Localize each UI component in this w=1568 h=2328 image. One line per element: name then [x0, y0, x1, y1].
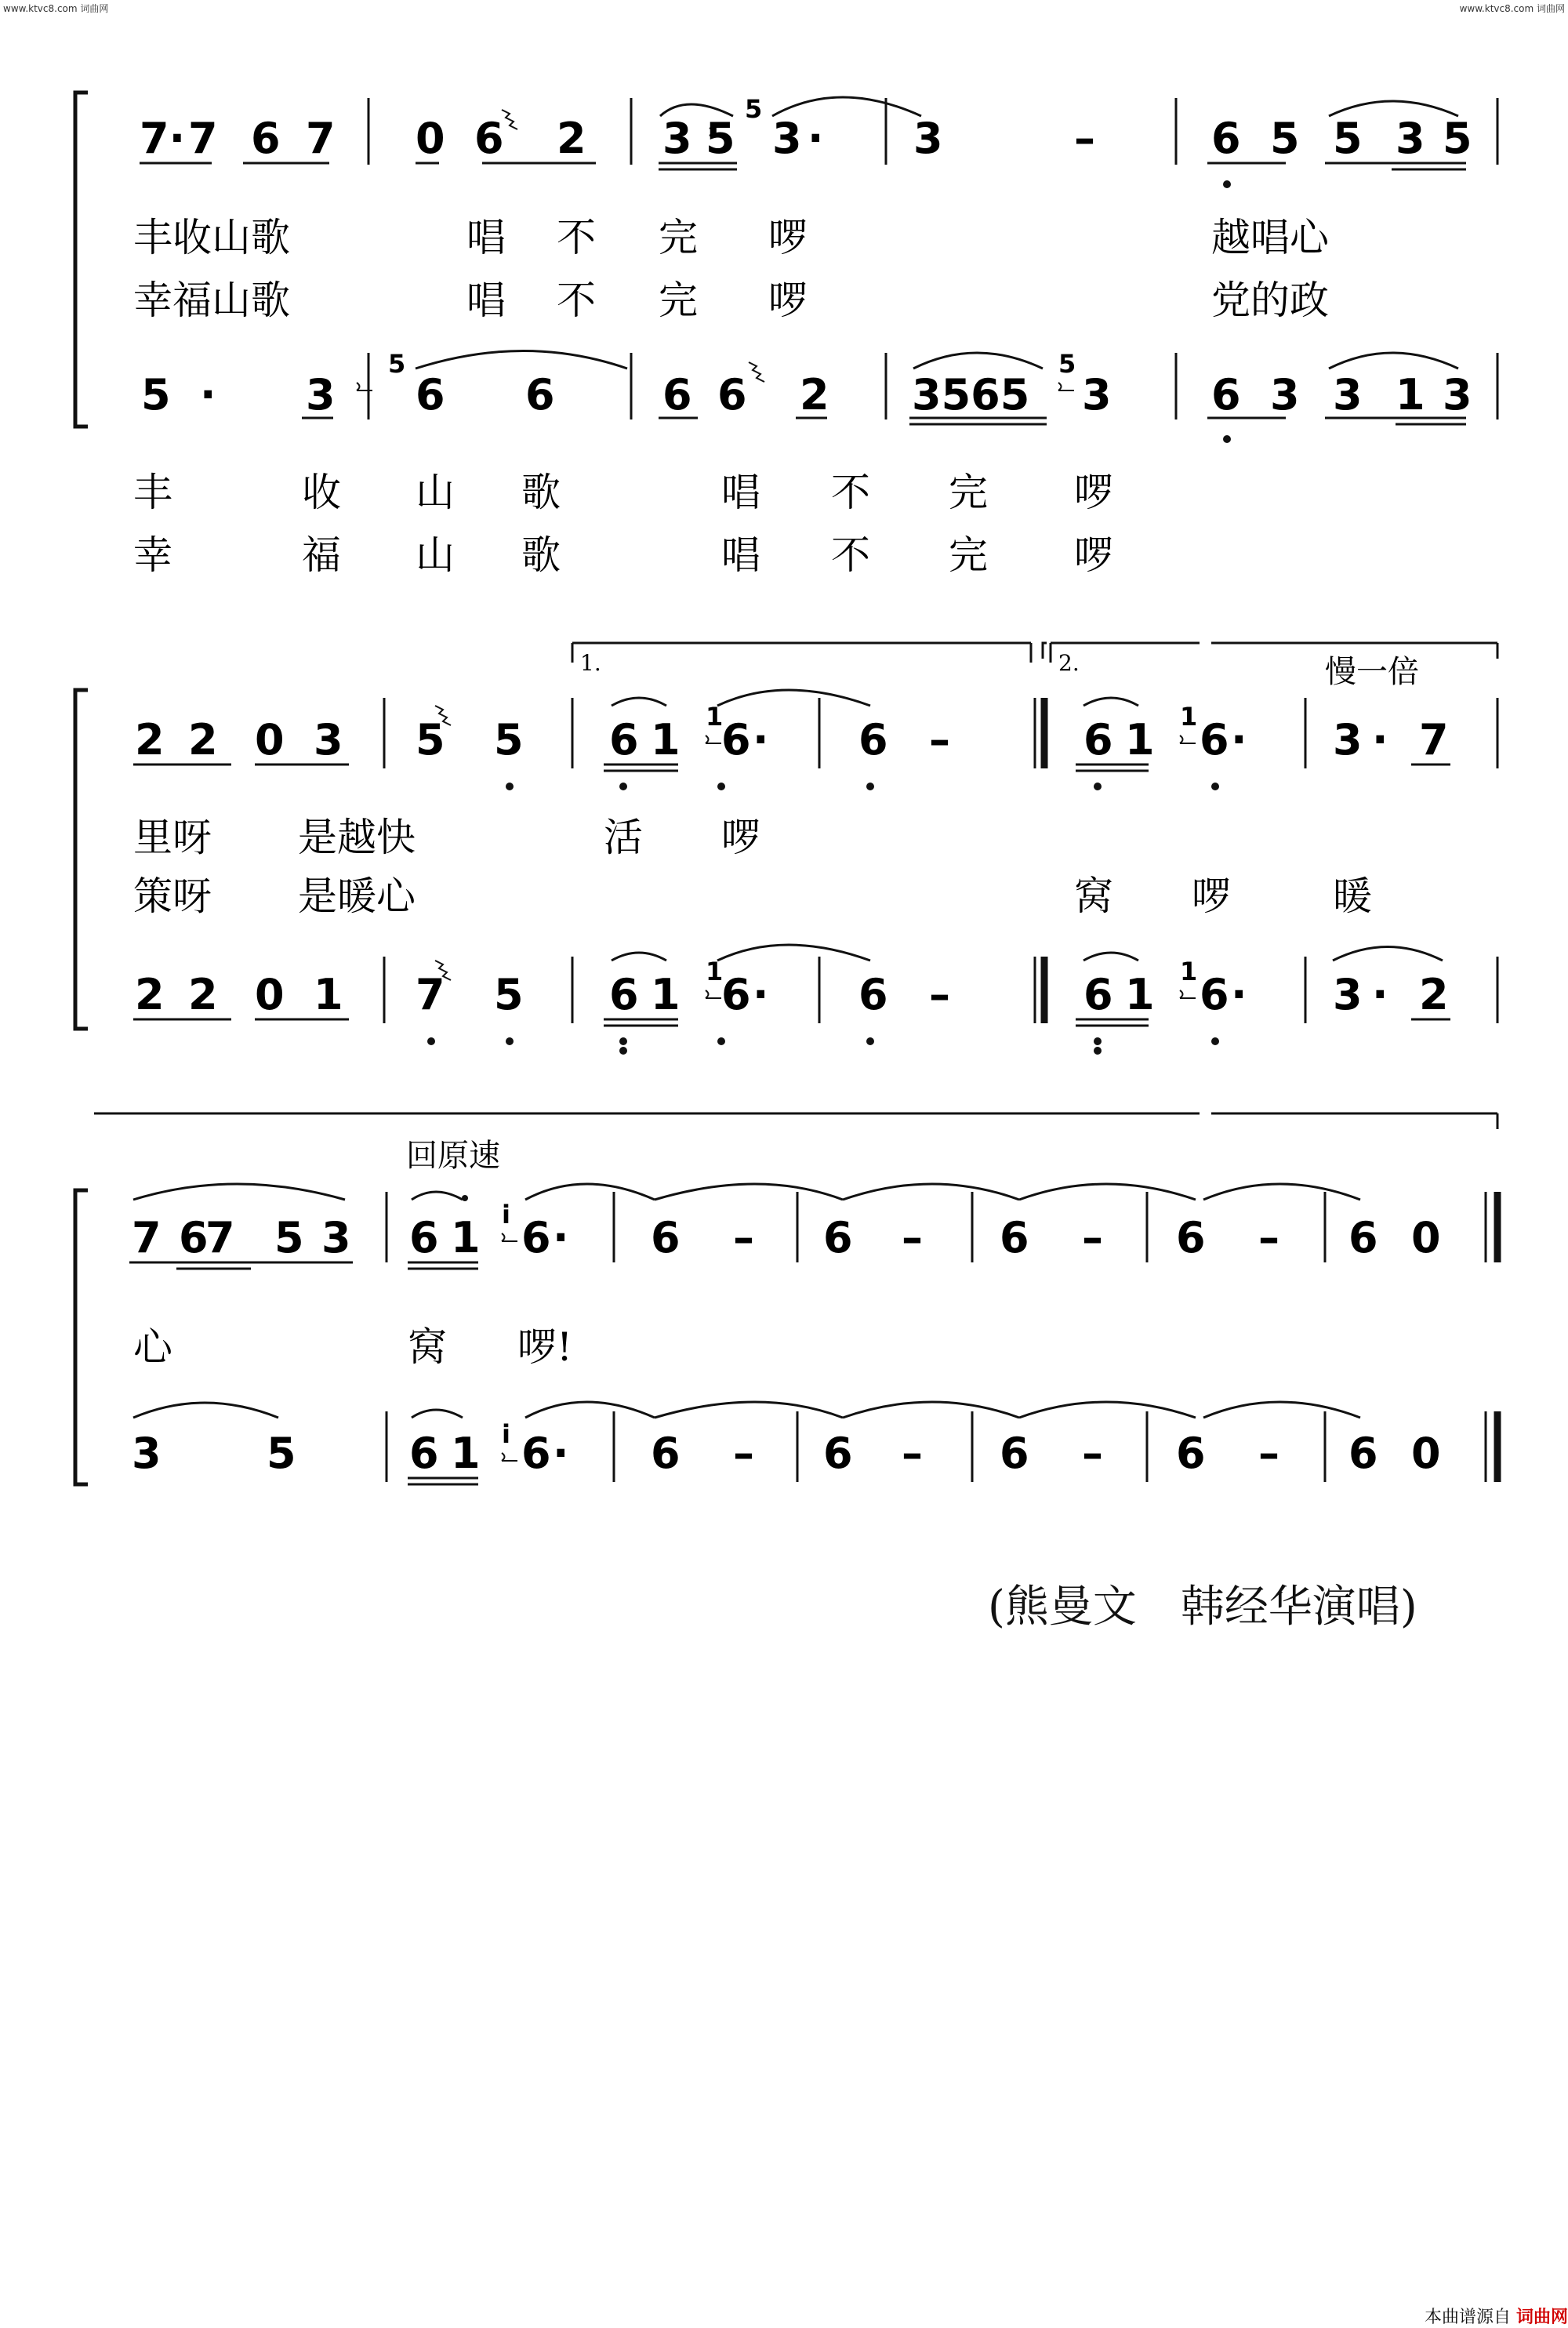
note: 3: [306, 370, 336, 419]
note: 3: [1333, 715, 1363, 764]
note: ·: [1372, 715, 1388, 764]
note: 6: [823, 1429, 853, 1478]
note: 6: [823, 1213, 853, 1262]
note: 1: [451, 1429, 481, 1478]
note: 1: [1125, 715, 1155, 764]
note: 5: [706, 114, 735, 163]
note: 5: [141, 370, 171, 419]
note: 3: [1333, 370, 1363, 419]
note: 6: [717, 370, 747, 419]
footer-brand[interactable]: 词曲网: [1515, 2308, 1568, 2327]
note: 3: [772, 114, 802, 163]
lyric: 山: [416, 470, 455, 515]
lyric: 策呀: [133, 873, 212, 919]
note: 7: [1419, 715, 1449, 764]
note: 6: [609, 715, 639, 764]
note: 2: [135, 715, 165, 764]
lyric: 是越快: [298, 815, 416, 860]
note: 3: [662, 114, 692, 163]
note: 6: [662, 370, 692, 419]
note: 2: [1419, 970, 1449, 1019]
note: 5: [267, 1429, 296, 1478]
lyric: 是暖心: [298, 873, 416, 919]
lyric: 不: [831, 532, 870, 578]
note: 6: [721, 970, 751, 1019]
note: 5: [494, 715, 524, 764]
note: 7·: [140, 114, 186, 163]
lyric: 完: [949, 470, 988, 515]
note: 6: [651, 1429, 681, 1478]
note: 6: [1083, 970, 1113, 1019]
note: 6: [609, 970, 639, 1019]
note: –: [1074, 114, 1095, 163]
grace-note: 5: [388, 349, 406, 379]
note: ·: [200, 370, 216, 419]
system1-upper-notes: [140, 114, 1472, 163]
tempo-resume: 回原速: [406, 1138, 500, 1174]
note: 1: [651, 715, 681, 764]
lyric: 暖: [1333, 873, 1372, 919]
lyric: 唱: [721, 532, 760, 578]
note: 3: [314, 715, 343, 764]
note: 5: [416, 715, 445, 764]
grace-note: 1: [706, 702, 724, 732]
note: –: [902, 1429, 923, 1478]
note: 1: [1396, 370, 1425, 419]
watermark-left: www.ktvc8.com 词曲网: [3, 3, 109, 14]
grace-note: 1: [1180, 702, 1198, 732]
note: –: [1258, 1429, 1279, 1478]
ending-first: 1.: [580, 650, 601, 676]
note: ·: [553, 1429, 569, 1478]
note: ·: [1372, 970, 1388, 1019]
note: ·: [753, 970, 769, 1019]
lyric: 啰: [768, 278, 808, 323]
note: 6: [1176, 1213, 1206, 1262]
note: 6: [651, 1213, 681, 1262]
lyric: 唱: [721, 470, 760, 515]
note: 6: [1348, 1429, 1378, 1478]
lyric: 越唱心: [1211, 215, 1329, 260]
note: 6: [1200, 970, 1229, 1019]
lyric: 收: [302, 470, 341, 515]
note: 5: [494, 970, 524, 1019]
note: 3: [913, 114, 943, 163]
note: –: [929, 715, 950, 764]
note: 2: [188, 715, 218, 764]
note: 1: [451, 1213, 481, 1262]
watermark-right: www.ktvc8.com 词曲网: [1459, 3, 1565, 14]
note: 1: [651, 970, 681, 1019]
note: 1: [314, 970, 343, 1019]
grace-note: 5: [1058, 349, 1076, 379]
note: 0: [255, 715, 285, 764]
note: 3: [132, 1429, 162, 1478]
lyric: 完: [659, 215, 698, 260]
lyric: 唱: [466, 215, 506, 260]
footer-text: 本曲谱源自: [1424, 2308, 1511, 2327]
note: 6: [1200, 715, 1229, 764]
note: 2: [135, 970, 165, 1019]
grace-note: i: [502, 1200, 510, 1229]
note: 2: [557, 114, 586, 163]
note: –: [929, 970, 950, 1019]
lyric: 啰: [1074, 470, 1113, 515]
note: 3: [1270, 370, 1300, 419]
lyric: 丰收山歌: [133, 215, 290, 260]
note: 7: [306, 114, 336, 163]
note: 1: [1125, 970, 1155, 1019]
note: ·: [808, 114, 824, 163]
lyric: 完: [659, 278, 698, 323]
note: 5: [1270, 114, 1300, 163]
note: –: [1082, 1213, 1103, 1262]
note: 6: [474, 114, 504, 163]
lyric: 党的政: [1211, 278, 1329, 323]
note: 7: [416, 970, 445, 1019]
note: 6: [251, 114, 281, 163]
note: 5: [1443, 114, 1472, 163]
lyric: 窝: [408, 1324, 447, 1370]
note: 3: [1333, 970, 1363, 1019]
note: 3: [321, 1213, 351, 1262]
lyric: 不: [557, 215, 596, 260]
note: 2: [188, 970, 218, 1019]
lyric: 啰: [1192, 873, 1231, 919]
lyric: 啰: [1074, 532, 1113, 578]
note: –: [733, 1429, 754, 1478]
note: –: [1258, 1213, 1279, 1262]
note: 6: [409, 1213, 439, 1262]
note: 7: [188, 114, 218, 163]
note: 6: [416, 370, 445, 419]
note: 2: [800, 370, 829, 419]
tempo-slow: 慢一倍: [1325, 654, 1419, 690]
note: 6: [1000, 1213, 1029, 1262]
note: 0: [1411, 1213, 1441, 1262]
performer-credit: (熊曼文 韩经华演唱): [988, 1582, 1417, 1633]
lyric: 啰: [768, 215, 808, 260]
note: 0: [1411, 1429, 1441, 1478]
lyric: 幸福山歌: [133, 278, 290, 323]
lyric: 心: [133, 1324, 172, 1370]
ending-second: 2.: [1058, 650, 1080, 676]
lyric: 完: [949, 532, 988, 578]
grace-note: 1: [1180, 957, 1198, 986]
lyric: 唱: [466, 278, 506, 323]
lyric: 活: [604, 815, 643, 860]
note: 3: [1082, 370, 1112, 419]
lyric: 里呀: [133, 815, 212, 860]
note: ·: [1231, 970, 1247, 1019]
note: 5: [1333, 114, 1363, 163]
note: 6: [1348, 1213, 1378, 1262]
lyric: 山: [416, 532, 455, 578]
grace-note: 1: [706, 957, 724, 986]
note: 6: [521, 1213, 551, 1262]
note: 6: [1211, 370, 1241, 419]
lyric: 不: [831, 470, 870, 515]
note: 3565: [912, 370, 1030, 419]
lyric: 歌: [521, 532, 561, 578]
grace-note: i: [502, 1419, 510, 1449]
note: 0: [255, 970, 285, 1019]
note: 3: [1443, 370, 1472, 419]
note: 6: [721, 715, 751, 764]
lyric: 窝: [1074, 873, 1113, 919]
note: 6: [1083, 715, 1113, 764]
note: 6: [409, 1429, 439, 1478]
grace-note: 5: [745, 94, 763, 124]
note: 3: [1396, 114, 1425, 163]
lyric: 啰!: [517, 1324, 573, 1370]
lyric: 歌: [521, 470, 561, 515]
note: ·: [553, 1213, 569, 1262]
note: 6: [1000, 1429, 1029, 1478]
note: 5: [274, 1213, 304, 1262]
note: –: [1082, 1429, 1103, 1478]
lyric: 幸: [133, 532, 172, 578]
lyric: 啰: [721, 815, 760, 860]
lyric: 丰: [133, 470, 172, 515]
lyric: 不: [557, 278, 596, 323]
note: 6: [858, 970, 888, 1019]
note: –: [902, 1213, 923, 1262]
note: 6: [858, 715, 888, 764]
note: 6: [521, 1429, 551, 1478]
note: 6: [525, 370, 555, 419]
note: 0: [416, 114, 445, 163]
note: ·: [1231, 715, 1247, 764]
lyric: 福: [302, 532, 341, 578]
note: 7: [205, 1213, 235, 1262]
note: 7: [132, 1213, 162, 1262]
note: ·: [753, 715, 769, 764]
note: 6: [1211, 114, 1241, 163]
note: –: [733, 1213, 754, 1262]
note: 6: [179, 1213, 209, 1262]
note: 6: [1176, 1429, 1206, 1478]
footer-source: [1425, 2304, 1568, 2328]
